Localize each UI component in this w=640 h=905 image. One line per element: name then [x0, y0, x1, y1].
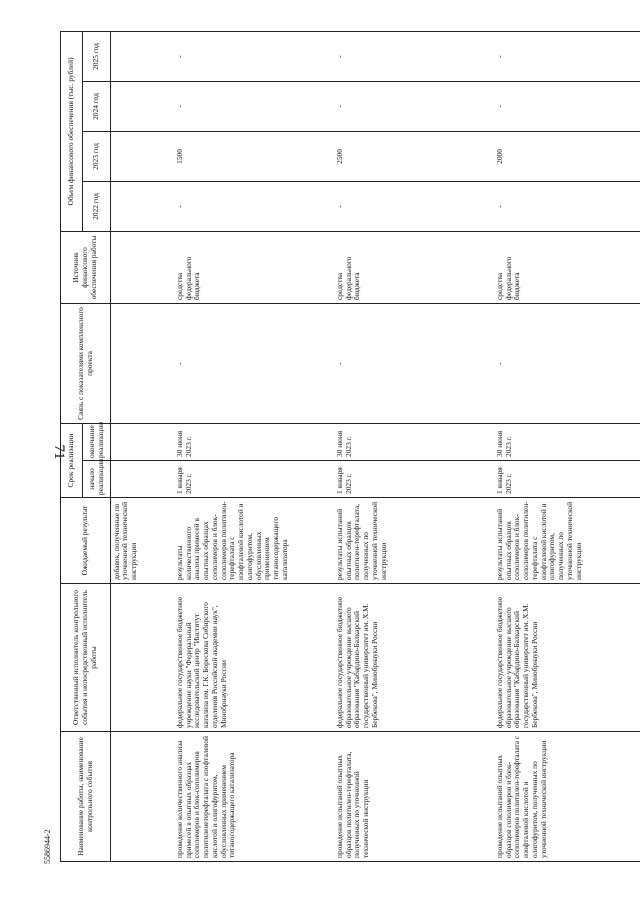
- cell-2024: -: [495, 81, 640, 131]
- cell-responsible: федеральное государственное бюджетное образовательное учреждение высшего образования "Кабардино-Балкарский государственный университет им. Х.М. Бербекова", Минобрнауки России: [335, 584, 495, 732]
- document-code: 5586944-2: [43, 829, 52, 864]
- cell-result: добавок, полученные по уточненной технической инструкции: [111, 498, 175, 584]
- header-work-name: Наименование работы, наименование контрольного события: [61, 732, 111, 862]
- cell-2025: -: [495, 31, 640, 81]
- cell-result: результаты количественного анализа примесей в опытных образцах сополимеров и блок-сополимеров политилен-терефталата с изофталевой кислотой и олигофуритом, обусловленных применением титаносодержащего катализатора: [175, 498, 335, 584]
- header-link: Связь с показателями комплексного проекта: [61, 303, 111, 423]
- table-container: [60, 32, 625, 862]
- cell-responsible: федеральное государственное бюджетное образовательное учреждение высшего образования "Кабардино-Балкарский государственный университет им. Х.М. Бербекова", Минобрнауки России: [495, 584, 640, 732]
- header-funding-source: Источник финансового обеспечения работы: [61, 231, 111, 303]
- header-start: начало реализации: [83, 461, 111, 498]
- cell-link: -: [175, 303, 335, 423]
- rotated-sheet: [60, 32, 625, 862]
- cell-source: средства федерального бюджета: [495, 231, 640, 303]
- cell-2024: -: [175, 81, 335, 131]
- work-plan-table: [60, 31, 640, 862]
- cell-result: результаты испытаний опытных образцов политилен-терефталата, полученных по уточненной технической инструкции: [335, 498, 495, 584]
- cell-work-name: проведение испытаний опытных образцов политилен-терефталата, полученных по уточненной технической инструкции: [335, 732, 495, 862]
- cell-result: результаты испытаний опытных образцов сополимеров и блок-сополимеров политилен-терефталата с изофталевой кислотой и олигофуритом, полученных по уточненной технической инструкции: [495, 498, 640, 584]
- header-2024: 2024 год: [83, 81, 111, 131]
- cell-link: [111, 303, 175, 423]
- cell-work-name: проведение испытаний опытных образцов сополимеров и блок-сополимеров политилен-терефталата с изофталевой кислотой и олигофуритом, полученных по уточненной технической инструкции: [495, 732, 640, 862]
- cell-2022: -: [175, 181, 335, 231]
- table-row: [111, 31, 175, 861]
- cell-start: [111, 461, 175, 498]
- cell-2025: -: [175, 31, 335, 81]
- cell-end: 30 июня 2023 г.: [495, 423, 640, 460]
- cell-start: 1 января 2023 г.: [175, 461, 335, 498]
- cell-responsible: [111, 584, 175, 732]
- cell-link: -: [495, 303, 640, 423]
- cell-end: [111, 423, 175, 460]
- cell-work-name: проведение количественного анализа примесей в опытных образцах сополимеров и блок-сополимеров политиленетерефталата с изофталевой кислотой и олигофуритом, обусловленных применением титаносодержащего катализатора: [175, 732, 335, 862]
- cell-responsible: федеральное государственное бюджетное учреждение науки "Федеральный исследовательский центр "Институт катализа им. Г.К. Борескова Сибирского отделения Российской академии наук", Минобрнауки России: [175, 584, 335, 732]
- table-row: [495, 31, 640, 861]
- header-2022: 2022 год: [83, 181, 111, 231]
- cell-work-name: [111, 732, 175, 862]
- cell-source: средства федерального бюджета: [335, 231, 495, 303]
- header-funding-volume: Объем финансового обеспечения (тыс. рублей): [61, 31, 83, 231]
- cell-source: [111, 231, 175, 303]
- cell-2024: [111, 81, 175, 131]
- table-row: [175, 31, 335, 861]
- cell-end: 30 июня 2023 г.: [335, 423, 495, 460]
- cell-2024: -: [335, 81, 495, 131]
- cell-2023: [111, 131, 175, 181]
- cell-2022: -: [335, 181, 495, 231]
- cell-link: -: [335, 303, 495, 423]
- cell-2022: -: [495, 181, 640, 231]
- header-expected-result: Ожидаемый результат: [61, 498, 111, 584]
- cell-2023: 1500: [175, 131, 335, 181]
- header-period: Срок реализации: [61, 423, 83, 497]
- header-responsible: Ответственный исполнитель контрольного события и непосредственный исполнитель работы: [61, 584, 111, 732]
- cell-2025: -: [335, 31, 495, 81]
- cell-start: 1 января 2023 г.: [495, 461, 640, 498]
- cell-start: 1 января 2023 г.: [335, 461, 495, 498]
- table-row: [335, 31, 495, 861]
- cell-source: средства федерального бюджета: [175, 231, 335, 303]
- header-2025: 2025 год: [83, 31, 111, 81]
- header-2023: 2023 год: [83, 131, 111, 181]
- cell-2022: [111, 181, 175, 231]
- page-number: 71: [51, 444, 67, 460]
- cell-2025: [111, 31, 175, 81]
- cell-2023: 2500: [335, 131, 495, 181]
- cell-end: 30 июня 2023 г.: [175, 423, 335, 460]
- cell-2023: 2000: [495, 131, 640, 181]
- header-end: окончание реализации: [83, 423, 111, 460]
